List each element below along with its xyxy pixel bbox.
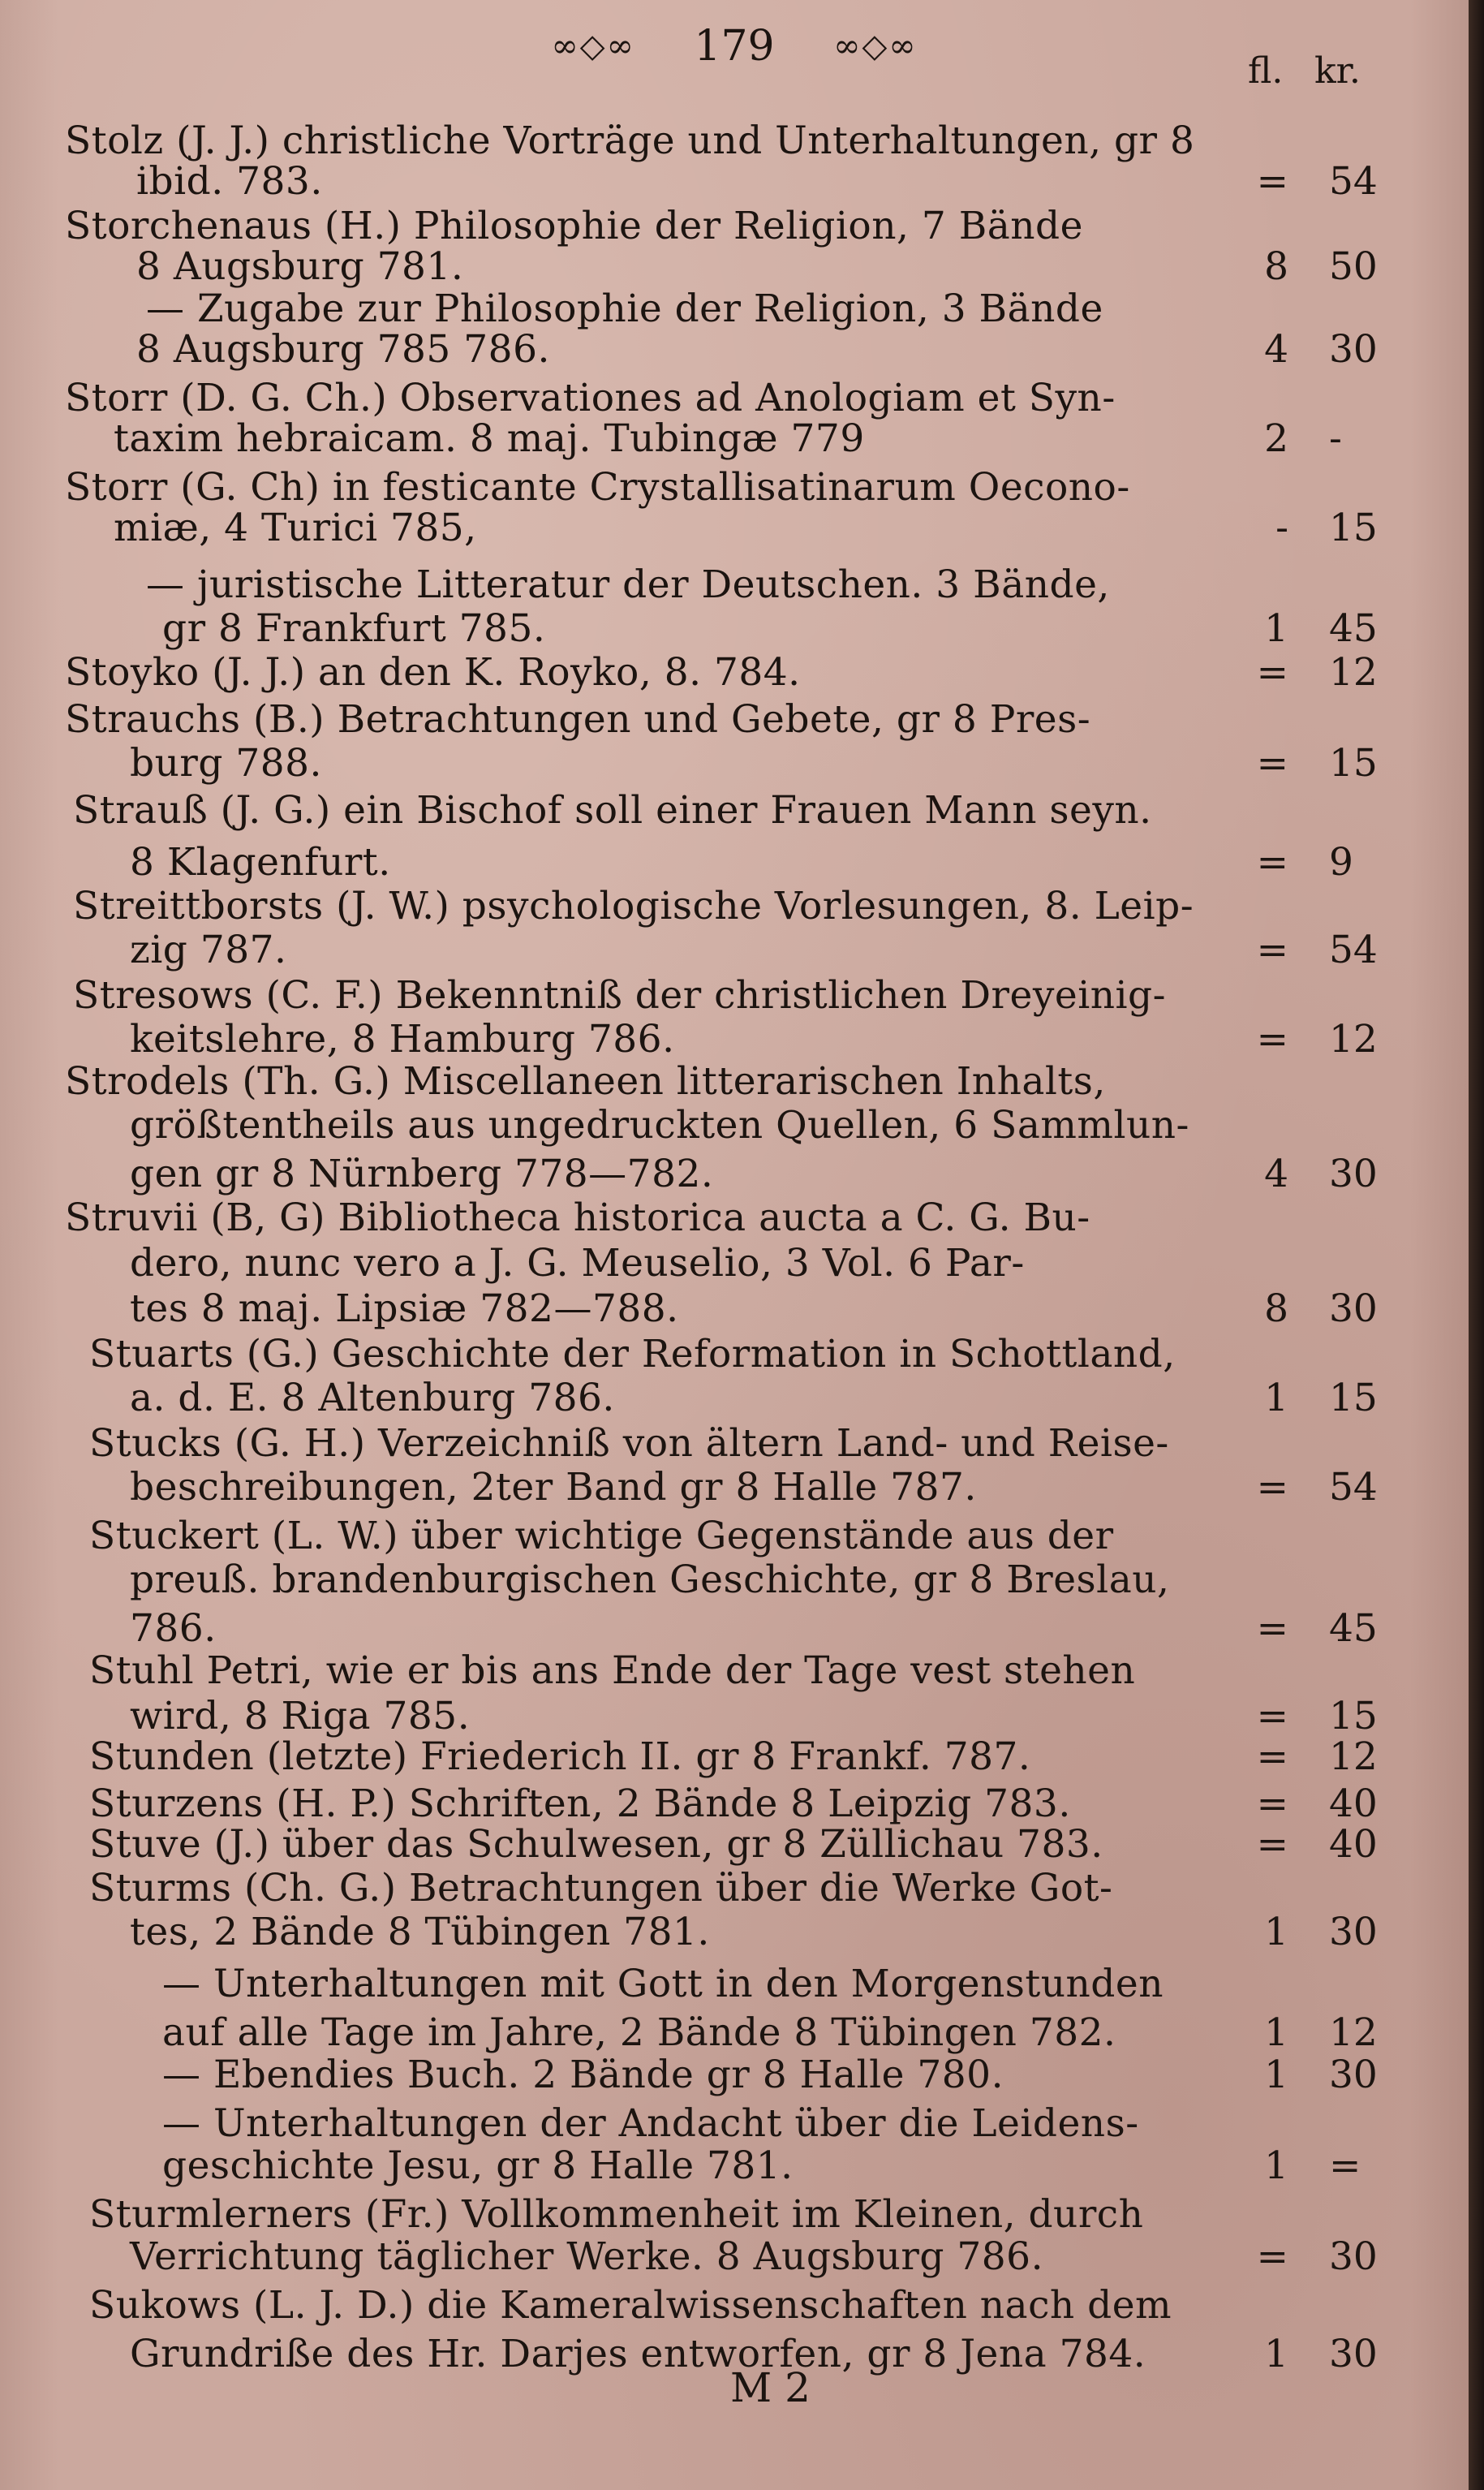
price-kreuzer: 15	[1329, 1376, 1378, 1420]
price-kreuzer: =	[1329, 2143, 1361, 2188]
signature-mark: M 2	[730, 2364, 811, 2411]
catalog-line: Stolz (J. J.) christliche Vorträge und Unterhaltungen, gr 8	[65, 118, 1195, 163]
price-florin: =	[1256, 840, 1288, 885]
catalog-line: 8 Augsburg 785 786.	[136, 327, 550, 372]
catalog-line: 8 Augsburg 781.	[136, 244, 464, 289]
price-florin: =	[1256, 741, 1288, 786]
price-florin: =	[1256, 2234, 1288, 2279]
price-florin: 1	[1264, 2010, 1288, 2055]
catalog-line: Stuhl Petri, wie er bis ans Ende der Tage vest stehen	[89, 1648, 1136, 1693]
price-florin: 4	[1264, 1152, 1288, 1196]
price-kreuzer: 45	[1329, 1606, 1378, 1651]
price-kreuzer: 30	[1329, 1152, 1378, 1196]
catalog-line: miæ, 4 Turici 785,	[114, 506, 477, 550]
catalog-line: Strodels (Th. G.) Miscellaneen litterarischen Inhalts,	[65, 1059, 1106, 1104]
price-kreuzer: 12	[1329, 1017, 1378, 1062]
price-kreuzer: 9	[1329, 840, 1353, 885]
price-florin: =	[1256, 928, 1288, 972]
price-florin: =	[1256, 1465, 1288, 1510]
price-florin: 8	[1264, 1286, 1288, 1331]
catalog-line: Grundriße des Hr. Darjes entworfen, gr 8 Jena 784.	[130, 2332, 1146, 2376]
price-florin: 1	[1264, 2332, 1288, 2376]
catalog-line: beschreibungen, 2ter Band gr 8 Halle 787.	[130, 1465, 977, 1510]
price-florin: =	[1256, 159, 1288, 204]
price-kreuzer: 15	[1329, 1694, 1378, 1738]
price-kreuzer: 30	[1329, 327, 1378, 372]
catalog-line: 786.	[130, 1606, 217, 1651]
price-kreuzer: 54	[1329, 1465, 1378, 1510]
price-florin: =	[1256, 1694, 1288, 1738]
ornament-right-icon: ∞◇∞	[833, 27, 918, 65]
price-florin: 1	[1264, 1910, 1288, 1954]
catalog-line: dero, nunc vero a J. G. Meuselio, 3 Vol. 6 Par-	[130, 1241, 1025, 1286]
catalog-line: Stoyko (J. J.) an den K. Royko, 8. 784.	[65, 650, 801, 695]
catalog-line: Stresows (C. F.) Bekenntniß der christlichen Dreyeinig-	[73, 973, 1167, 1018]
price-florin: 2	[1264, 416, 1288, 461]
price-kreuzer: 40	[1329, 1822, 1378, 1867]
price-florin: 4	[1264, 327, 1288, 372]
catalog-line: Strauß (J. G.) ein Bischof soll einer Frauen Mann seyn.	[73, 788, 1152, 833]
price-florin: =	[1256, 1734, 1288, 1779]
price-florin: =	[1256, 1017, 1288, 1062]
catalog-line: — Unterhaltungen mit Gott in den Morgenstunden	[162, 1962, 1164, 2006]
price-kreuzer: 50	[1329, 244, 1378, 289]
price-florin: =	[1256, 1606, 1288, 1651]
catalog-line: — juristische Litteratur der Deutschen. 3 Bände,	[146, 562, 1110, 607]
catalog-line: Stuarts (G.) Geschichte der Reformation in Schottland,	[89, 1332, 1176, 1376]
price-kreuzer: 40	[1329, 1781, 1378, 1826]
price-kreuzer: 12	[1329, 650, 1378, 695]
page-number: 179	[694, 21, 775, 71]
catalog-line: Sturzens (H. P.) Schriften, 2 Bände 8 Leipzig 783.	[89, 1781, 1071, 1826]
catalog-line: größtentheils aus ungedruckten Quellen, 6 Sammlun-	[130, 1103, 1189, 1148]
price-kreuzer: 30	[1329, 2053, 1378, 2097]
catalog-line: Storchenaus (H.) Philosophie der Religion, 7 Bände	[65, 204, 1083, 248]
price-kreuzer: 15	[1329, 741, 1378, 786]
price-kreuzer: 30	[1329, 2332, 1378, 2376]
price-florin: =	[1256, 1822, 1288, 1867]
price-florin: -	[1275, 506, 1288, 550]
catalog-line: Sturms (Ch. G.) Betrachtungen über die Werke Got-	[89, 1866, 1113, 1911]
price-florin: 1	[1264, 2053, 1288, 2097]
catalog-line: Stucks (G. H.) Verzeichniß von ältern Land- und Reise-	[89, 1421, 1169, 1466]
catalog-line: Sukows (L. J. D.) die Kameralwissenschaften nach dem	[89, 2283, 1172, 2328]
price-kreuzer: 12	[1329, 2010, 1378, 2055]
catalog-line: gr 8 Frankfurt 785.	[162, 606, 546, 651]
catalog-line: tes 8 maj. Lipsiæ 782—788.	[130, 1286, 679, 1331]
price-florin: 1	[1264, 2143, 1288, 2188]
catalog-line: zig 787.	[130, 928, 287, 972]
price-kreuzer: 30	[1329, 1910, 1378, 1954]
price-florin: =	[1256, 650, 1288, 695]
catalog-line: Stuve (J.) über das Schulwesen, gr 8 Züllichau 783.	[89, 1822, 1103, 1867]
price-kreuzer: -	[1329, 416, 1342, 461]
catalog-line: gen gr 8 Nürnberg 778—782.	[130, 1152, 714, 1196]
price-kreuzer: 30	[1329, 1286, 1378, 1331]
price-florin: 8	[1264, 244, 1288, 289]
catalog-line: Verrichtung täglicher Werke. 8 Augsburg 786.	[130, 2234, 1044, 2279]
price-kreuzer: 45	[1329, 606, 1378, 651]
price-kreuzer: 54	[1329, 928, 1378, 972]
price-kreuzer: 15	[1329, 506, 1378, 550]
catalog-line: wird, 8 Riga 785.	[130, 1694, 471, 1738]
catalog-line: auf alle Tage im Jahre, 2 Bände 8 Tübingen 782.	[162, 2010, 1116, 2055]
catalog-line: Sturmlerners (Fr.) Vollkommenheit im Kleinen, durch	[89, 2192, 1144, 2237]
price-kreuzer: 12	[1329, 1734, 1378, 1779]
catalog-line: geschichte Jesu, gr 8 Halle 781.	[162, 2143, 794, 2188]
catalog-line: keitslehre, 8 Hamburg 786.	[130, 1017, 675, 1062]
catalog-line: — Zugabe zur Philosophie der Religion, 3 Bände	[146, 286, 1103, 331]
catalog-line: — Unterhaltungen der Andacht über die Leidens-	[162, 2101, 1139, 2146]
price-florin: =	[1256, 1781, 1288, 1826]
price-florin: 1	[1264, 1376, 1288, 1420]
catalog-line: tes, 2 Bände 8 Tübingen 781.	[130, 1910, 710, 1954]
catalog-line: Storr (D. G. Ch.) Observationes ad Anologiam et Syn-	[65, 376, 1116, 420]
page-edge	[1469, 0, 1484, 2490]
catalog-line: ibid. 783.	[136, 159, 323, 204]
catalog-line: — Ebendies Buch. 2 Bände gr 8 Halle 780.	[162, 2053, 1004, 2097]
catalog-line: Strauchs (B.) Betrachtungen und Gebete, gr 8 Pres-	[65, 697, 1091, 742]
catalog-line: taxim hebraicam. 8 maj. Tubingæ 779	[114, 416, 865, 461]
price-florin: 1	[1264, 606, 1288, 651]
column-header-fl: fl.	[1248, 50, 1284, 92]
catalog-line: Streittborsts (J. W.) psychologische Vorlesungen, 8. Leip-	[73, 884, 1194, 928]
ornament-left-icon: ∞◇∞	[551, 27, 635, 65]
catalog-line: 8 Klagenfurt.	[130, 840, 391, 885]
price-kreuzer: 30	[1329, 2234, 1378, 2279]
catalog-line: Storr (G. Ch) in festicante Crystallisatinarum Oecono-	[65, 465, 1130, 510]
catalog-line: a. d. E. 8 Altenburg 786.	[130, 1376, 615, 1420]
catalog-line: preuß. brandenburgischen Geschichte, gr 8 Breslau,	[130, 1557, 1170, 1602]
price-kreuzer: 54	[1329, 159, 1378, 204]
catalog-line: burg 788.	[130, 741, 322, 786]
catalog-line: Stunden (letzte) Friederich II. gr 8 Frankf. 787.	[89, 1734, 1031, 1779]
catalog-line: Struvii (B, G) Bibliotheca historica aucta a C. G. Bu-	[65, 1195, 1090, 1240]
catalog-line: Stuckert (L. W.) über wichtige Gegenstände aus der	[89, 1514, 1114, 1558]
column-header-kr: kr.	[1314, 50, 1361, 92]
